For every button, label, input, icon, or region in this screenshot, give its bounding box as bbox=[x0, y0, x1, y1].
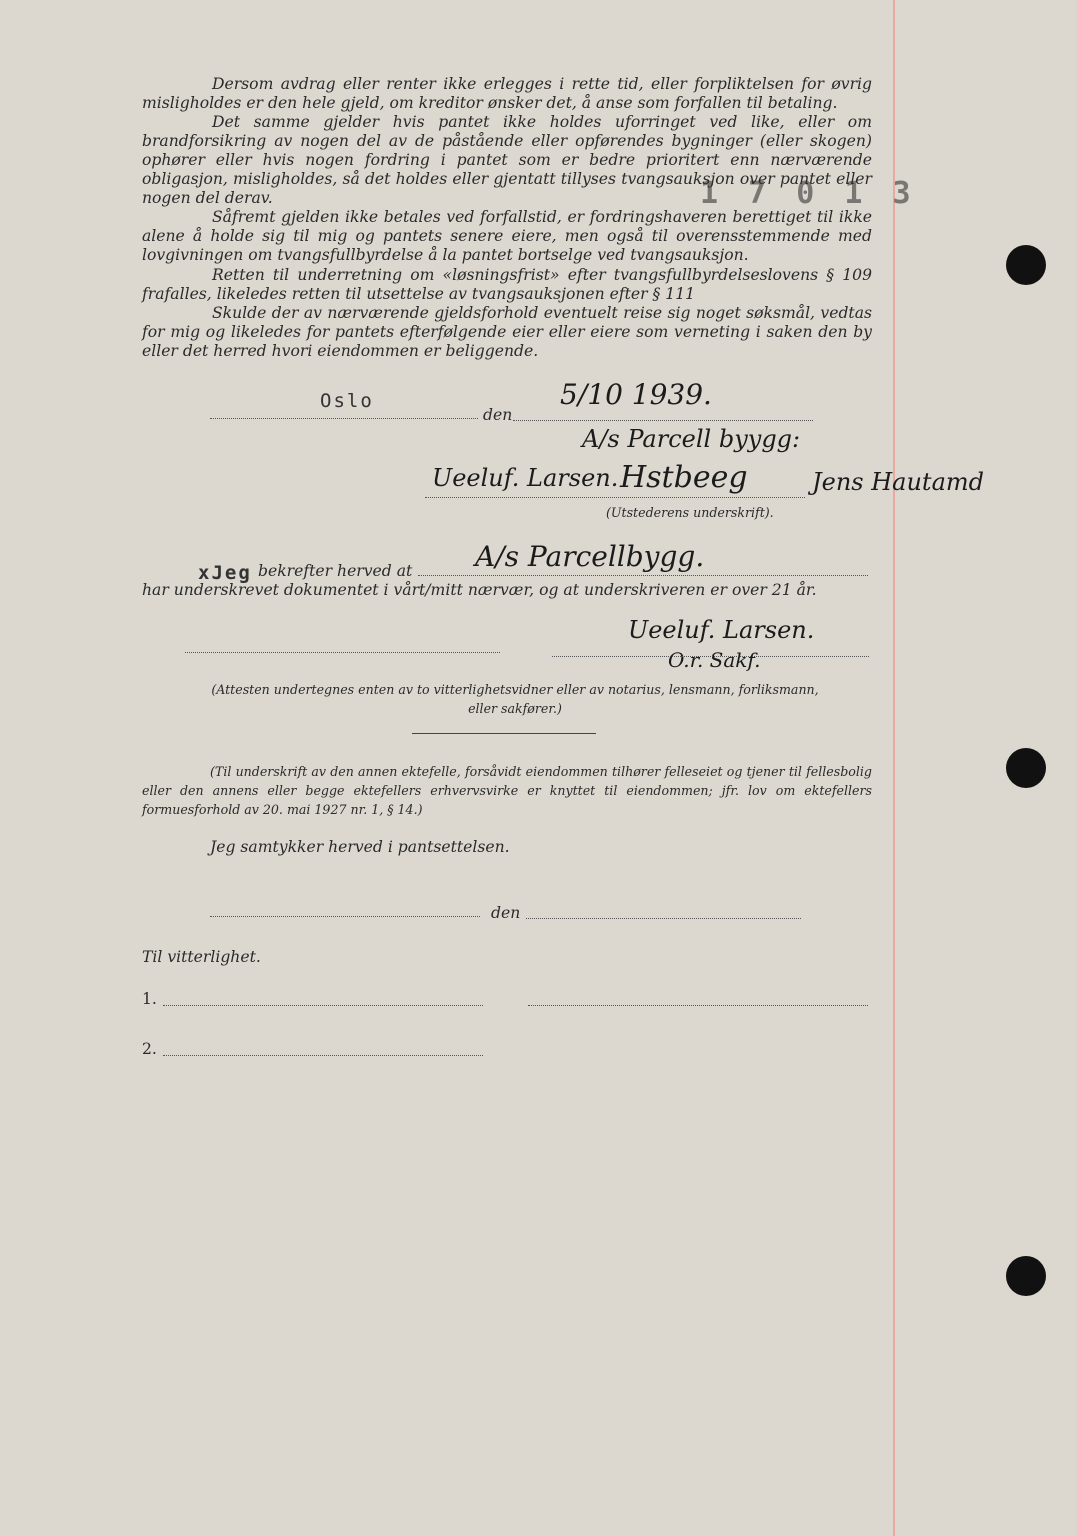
paragraph-text: Retten til underretning om «løsningsfrist» efter tvangsfullbyrdelseslovens § 109 frafalles, likeledes retten til utsettelse av tvangsauksjonen efter § 111 bbox=[142, 266, 872, 303]
paragraph-text: Såfremt gjelden ikke betales ved forfallstid, er fordringshaveren berettiget til ikke alene å holde sig til mig og pantets senere eiere, men også til overensstemmende med lovgivningen om tvangsfullbyrdelse å la pantet bortselge ved tvangsauksjon. bbox=[142, 208, 872, 264]
witness-number-1: 1. bbox=[142, 990, 157, 1008]
witness-number-2: 2. bbox=[142, 1040, 157, 1058]
date-line bbox=[513, 420, 813, 421]
attestation-name-line bbox=[418, 575, 868, 576]
place-value: Oslo bbox=[320, 390, 374, 412]
attestation-witness-signature: Ueeluf. Larsen. bbox=[628, 616, 815, 644]
punch-hole-2 bbox=[1006, 748, 1046, 788]
punch-hole-1 bbox=[1006, 245, 1046, 285]
spouse-consent: Jeg samtykker herved i pantsettelsen. bbox=[210, 838, 510, 856]
attestation-typed-prefix: xJeg bbox=[198, 562, 252, 584]
issuer-caption: (Utstederens underskrift). bbox=[606, 505, 774, 520]
spouse-place-line bbox=[210, 916, 480, 917]
margin-line bbox=[893, 0, 895, 1536]
paragraph-due-date bbox=[142, 208, 872, 265]
section-divider bbox=[412, 733, 596, 734]
spouse-den-label: den bbox=[491, 904, 521, 922]
paragraph-text: Skulde der av nærværende gjeldsforhold eventuelt reise sig noget søksmål, vedtas for mig og likeledes for pantets efterfølgende eier eller eiere som verneting i saken den by eller det herred hvori eiendommen er beliggende. bbox=[142, 304, 872, 360]
issuer-signature-line bbox=[425, 497, 805, 498]
spouse-note: (Til underskrift av den annen ektefelle, forsåvidt eiendommen tilhører felleseiet og tjener til fellesbolig eller den annens eller begge ektefellers erhvervsvirke er knyttet til eiendommen; jfr. lov om ektefellers formuesforhold av 20. mai 1927 nr. 1, § 14.) bbox=[142, 764, 872, 817]
paragraph-text: Det samme gjelder hvis pantet ikke holdes uforringet ved like, eller om brandforsikring av nogen del av de påstående eller opførendes bygninger (eller skogen) ophører eller hvis nogen fordring i pantet som er bedre prioritert enn nærværende obligasjon, misligholdes, så det holdes eller gjentatt tillyses tvangsauksjon over pantet eller nogen del derav. bbox=[142, 113, 872, 207]
witness-1-line-left bbox=[163, 1005, 483, 1006]
attestation-text-1: bekrefter herved at bbox=[258, 562, 413, 580]
spouse-date-line bbox=[526, 918, 801, 919]
issuer-company: A/s Parcell byygg: bbox=[582, 425, 801, 453]
place-line bbox=[210, 418, 478, 419]
issuer-signature-1: Ueeluf. Larsen. bbox=[432, 464, 619, 492]
issuer-signature-3: Jens Hautamd bbox=[812, 468, 984, 496]
paragraph-default bbox=[142, 75, 872, 113]
issuer-signature-2: Hstbeeg bbox=[620, 460, 748, 495]
punch-hole-3 bbox=[1006, 1256, 1046, 1296]
witness-2-line bbox=[163, 1055, 483, 1056]
witness-line-right bbox=[552, 656, 869, 657]
attestation-name: A/s Parcellbygg. bbox=[475, 540, 705, 573]
attestation-witness-title: O.r. Sakf. bbox=[668, 648, 761, 672]
attestation-text-2: har underskrevet dokumentet i vårt/mitt nærvær, og at underskriveren er over 21 år. bbox=[142, 581, 817, 599]
paragraph-notice bbox=[142, 266, 872, 304]
witness-line-left bbox=[185, 652, 500, 653]
date-den-label: den bbox=[483, 406, 513, 424]
paragraph-text: Dersom avdrag eller renter ikke erlegges i rette tid, eller forpliktelsen for øvrig misligholdes er den hele gjeld, om kreditor ønsker det, å anse som forfallen til betaling. bbox=[142, 75, 872, 112]
witnesses-heading: Til vitterlighet. bbox=[142, 948, 261, 966]
date-handwritten: 5/10 1939. bbox=[560, 378, 712, 411]
registration-stamp: 1 7 0 1 3 bbox=[700, 176, 917, 211]
witness-1-line-right bbox=[528, 1005, 868, 1006]
attestation-note: (Attesten undertegnes enten av to vitterlighetsvidner eller av notarius, lensmann, forliksmann, eller sakfører.) bbox=[211, 682, 819, 716]
paragraph-venue bbox=[142, 304, 872, 361]
